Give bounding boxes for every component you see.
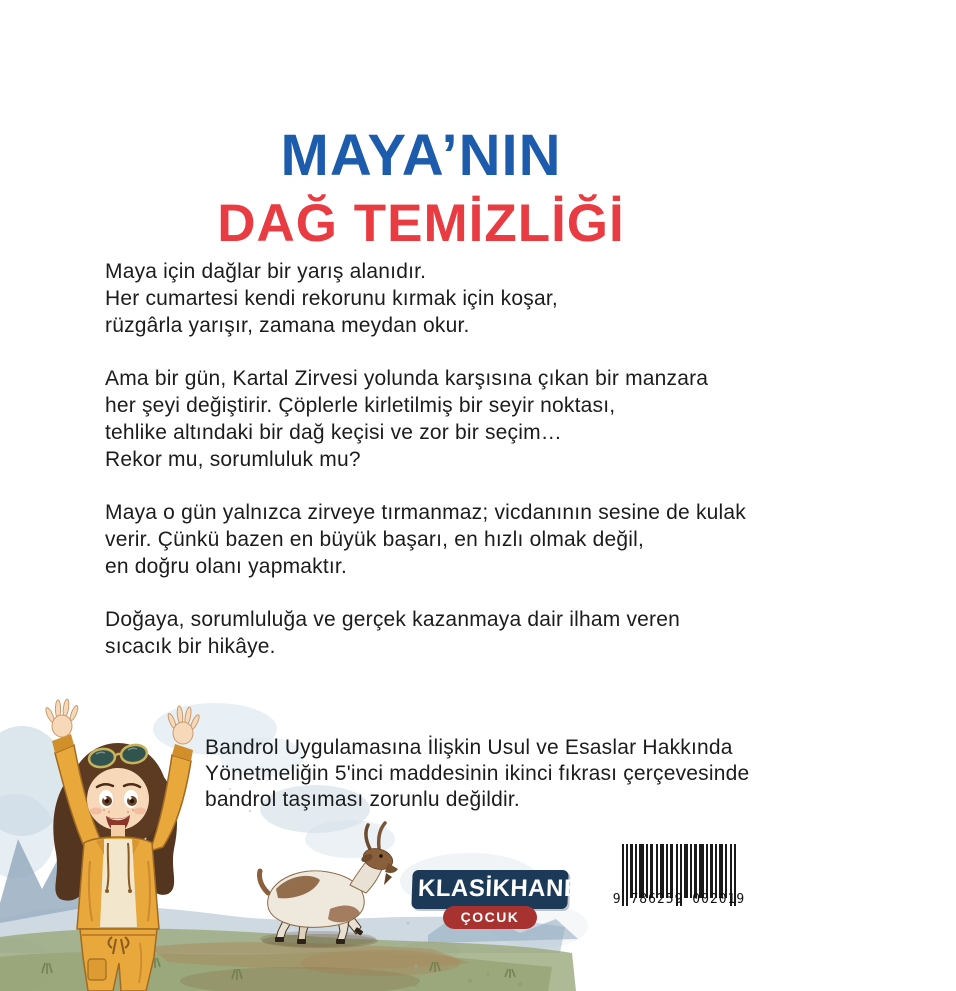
bandrol-line: bandrol taşıması zorunlu değildir. [205,788,520,811]
publisher-imprint: ÇOCUK [443,906,538,929]
synopsis-line: Doğaya, sorumluluğa ve gerçek kazanmaya dair ilham veren [105,608,680,631]
synopsis-line: sıcacık bir hikâye. [105,635,276,658]
synopsis-line: Maya o gün yalnızca zirveye tırmanmaz; vicdanının sesine de kulak [105,501,746,524]
bandrol-line: Bandrol Uygulamasına İlişkin Usul ve Esaslar Hakkında [205,736,733,759]
synopsis-line: Maya için dağlar bir yarış alanıdır. [105,260,427,283]
book-title-line1: MAYA’NIN [280,123,562,188]
synopsis-line: Her cumartesi kendi rekorunu kırmak için koşar, [105,287,558,310]
synopsis-line: Rekor mu, sorumluluk mu? [105,448,361,471]
synopsis-paragraph [105,365,825,473]
synopsis-line: en doğru olanı yapmaktır. [105,555,347,578]
barcode-number: 9 786259 002019 [612,892,746,907]
synopsis-paragraph [105,499,825,580]
synopsis-line: verir. Çünkü bazen en büyük başarı, en hızlı olmak değil, [105,528,645,551]
bandrol-notice [205,735,845,813]
synopsis-paragraph [105,258,825,339]
bandrol-line: Yönetmeliğin 5'inci maddesinin ikinci fıkrası çerçevesinde [205,762,750,785]
synopsis-line: rüzgârla yarışır, zamana meydan okur. [105,314,470,337]
book-title-line2: DAĞ TEMİZLİĞİ [217,194,625,253]
title-block [0,122,842,254]
synopsis-line: Ama bir gün, Kartal Zirvesi yolunda karşısına çıkan bir manzara [105,367,709,390]
synopsis-paragraph [105,606,825,660]
synopsis-line: tehlike altındaki bir dağ keçisi ve zor bir seçim… [105,421,563,444]
synopsis [105,258,825,686]
isbn-barcode [612,842,746,922]
synopsis-line: her şeyi değiştirir. Çöplerle kirletilmiş bir seyir noktası, [105,394,616,417]
publisher-logo [412,870,581,929]
publisher-name: KLASİKHANE [411,870,568,909]
